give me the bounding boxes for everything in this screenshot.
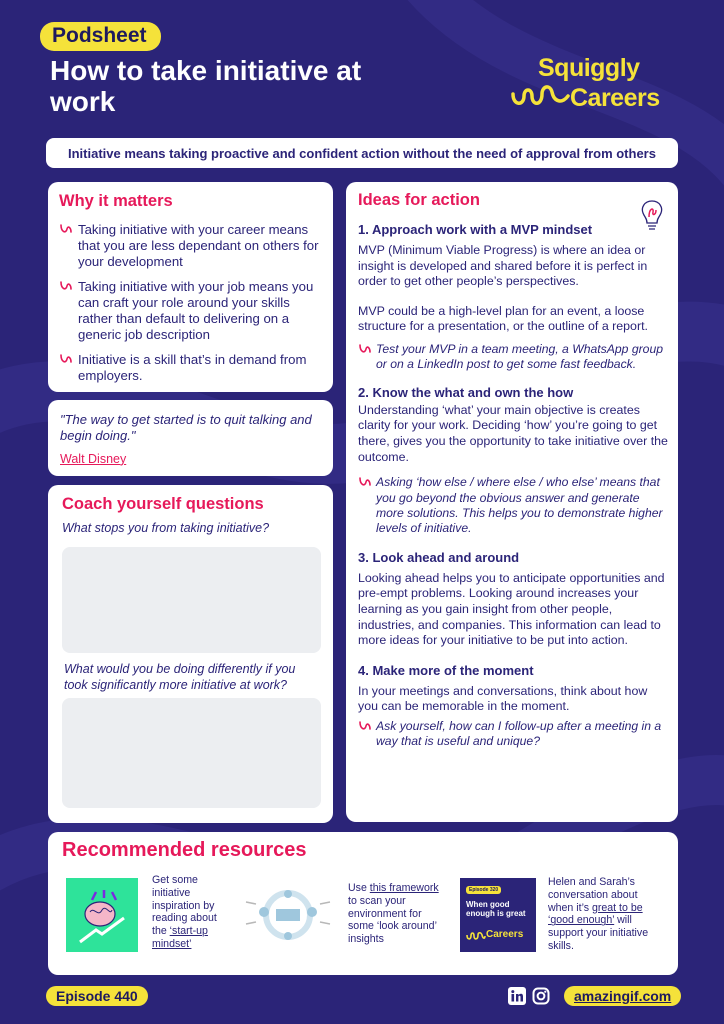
idea-2-tip	[358, 475, 668, 537]
squiggle-icon	[510, 80, 572, 112]
resource-2-desc-end: to scan your environment for some ‘look around’ insights	[348, 894, 437, 946]
ideas-for-action-card	[346, 182, 678, 822]
episode-badge: Episode 440	[46, 986, 148, 1006]
tip-text: Ask yourself, how can I follow-up after a meeting in a way that is useful and unique?	[376, 718, 662, 749]
coach-yourself-card	[48, 485, 333, 823]
squiggle-bullet-icon	[358, 719, 372, 733]
framework-link[interactable]: this framework	[369, 882, 439, 894]
tip-text: Asking ‘how else / where else / who else’ means that you go beyond the obvious answer and generate more solutions. This helps you to demonstrate higher levels of initiative.	[376, 475, 663, 536]
resource-3-desc: Helen and Sarah’s conversation about when it’s	[548, 876, 638, 914]
squiggle-bullet-icon	[358, 475, 372, 489]
squiggle-bullet-icon	[59, 352, 73, 366]
lightbulb-icon	[638, 198, 666, 232]
page-title: How to take initiative at work	[50, 55, 362, 117]
idea-3-text: Looking ahead helps you to anticipate opportunities and pre-empt problems. Looking around increases your learning as you gain insight from other people, industries, and companies. This information can lead to more ideas for your initiative to be put into action.	[358, 570, 665, 648]
list-item	[59, 222, 323, 270]
tip-text: Test your MVP in a team meeting, a WhatsApp group or on a LinkedIn post to get some fast feedback.	[376, 341, 663, 372]
linkedin-icon[interactable]	[508, 987, 526, 1005]
recommended-resources-card	[48, 832, 678, 975]
instagram-icon[interactable]	[532, 987, 550, 1005]
resources-heading: Recommended resources	[62, 839, 307, 861]
idea-3-title: 3. Look ahead and around	[358, 549, 520, 565]
startup-mindset-link[interactable]: ‘start-up mindset’	[152, 925, 208, 950]
resource-1-desc: Get some initiative inspiration by reading about the	[152, 874, 217, 938]
list-item	[59, 279, 323, 343]
idea-4-text: In your meetings and conversations, think about how you can be memorable in the moment.	[358, 683, 648, 714]
idea-1-text: MVP (Minimum Viable Progress) is where an idea or insight is developed and shared before it is perfect in order to get other people’s perspectives.	[358, 243, 648, 289]
coach-question-2: What would you be doing differently if you took significantly more initiative at work?	[64, 662, 296, 692]
framework-thumbnail[interactable]	[242, 884, 334, 946]
resource-3-text	[548, 876, 660, 953]
resource-1-text	[152, 874, 224, 951]
thumb-brand: Careers	[486, 929, 524, 940]
idea-2-title: 2. Know the what and own the how	[358, 384, 574, 400]
idea-1-title: 1. Approach work with a MVP mindset	[358, 222, 593, 237]
coach-question-1: What stops you from taking initiative?	[62, 521, 270, 535]
podsheet-tag: Podsheet	[40, 22, 161, 51]
definition-banner: Initiative means taking proactive and confident action without the need of approval from others	[46, 138, 678, 168]
why-list	[59, 222, 323, 384]
resource-3-desc-end: will support your initiative skills.	[548, 914, 649, 952]
why-item-text: Taking initiative with your job means you can craft your role around your skills rather than default to delivering on a generic job description	[78, 279, 314, 342]
coach-heading: Coach yourself questions	[62, 495, 264, 513]
ideas-heading: Ideas for action	[358, 191, 480, 209]
squiggle-bullet-icon	[358, 342, 372, 356]
why-it-matters-card	[48, 182, 333, 392]
good-enough-link[interactable]: great to be ‘good enough’	[548, 901, 643, 927]
website-link[interactable]: amazingif.com	[564, 986, 681, 1006]
why-item-text: Taking initiative with your career means that you are less dependant on others for your development	[78, 222, 319, 269]
episode-thumbnail[interactable]	[460, 878, 536, 952]
idea-4-title: 4. Make more of the moment	[358, 662, 534, 678]
answer-box-2[interactable]	[62, 698, 321, 808]
thumb-title: When good enough is great	[466, 900, 526, 918]
why-item-text: Initiative is a skill that’s in demand from employers.	[78, 352, 307, 383]
logo-line-2: Careers	[570, 84, 660, 112]
idea-2-text: Understanding ‘what’ your main objective is creates clarity for your work. Deciding ‘how’ you’re going to get there, gives you the opportunity to take initiative over the outcome.	[358, 402, 668, 464]
thumb-episode-tag: Episode 320	[466, 886, 501, 894]
idea-4-tip	[358, 719, 668, 750]
quote-card	[48, 400, 333, 476]
idea-1-text-2: MVP could be a high-level plan for an event, a loose structure for a presentation, or the outline of a report.	[358, 303, 648, 334]
resource-2-text	[348, 882, 448, 946]
quote-author-link[interactable]: Walt Disney	[60, 452, 127, 466]
idea-1-tip	[358, 342, 668, 373]
startup-mindset-thumbnail[interactable]	[66, 878, 138, 952]
answer-box-1[interactable]	[62, 547, 321, 653]
squiggle-icon	[466, 930, 486, 942]
squiggle-bullet-icon	[59, 222, 73, 236]
resource-2-desc: Use	[348, 882, 370, 894]
list-item	[59, 352, 323, 384]
logo-line-1: Squiggly	[538, 54, 640, 82]
quote-text: "The way to get started is to quit talking and begin doing."	[60, 412, 312, 443]
squiggle-bullet-icon	[59, 279, 73, 293]
why-heading: Why it matters	[59, 192, 173, 210]
squiggly-careers-logo	[510, 54, 685, 118]
